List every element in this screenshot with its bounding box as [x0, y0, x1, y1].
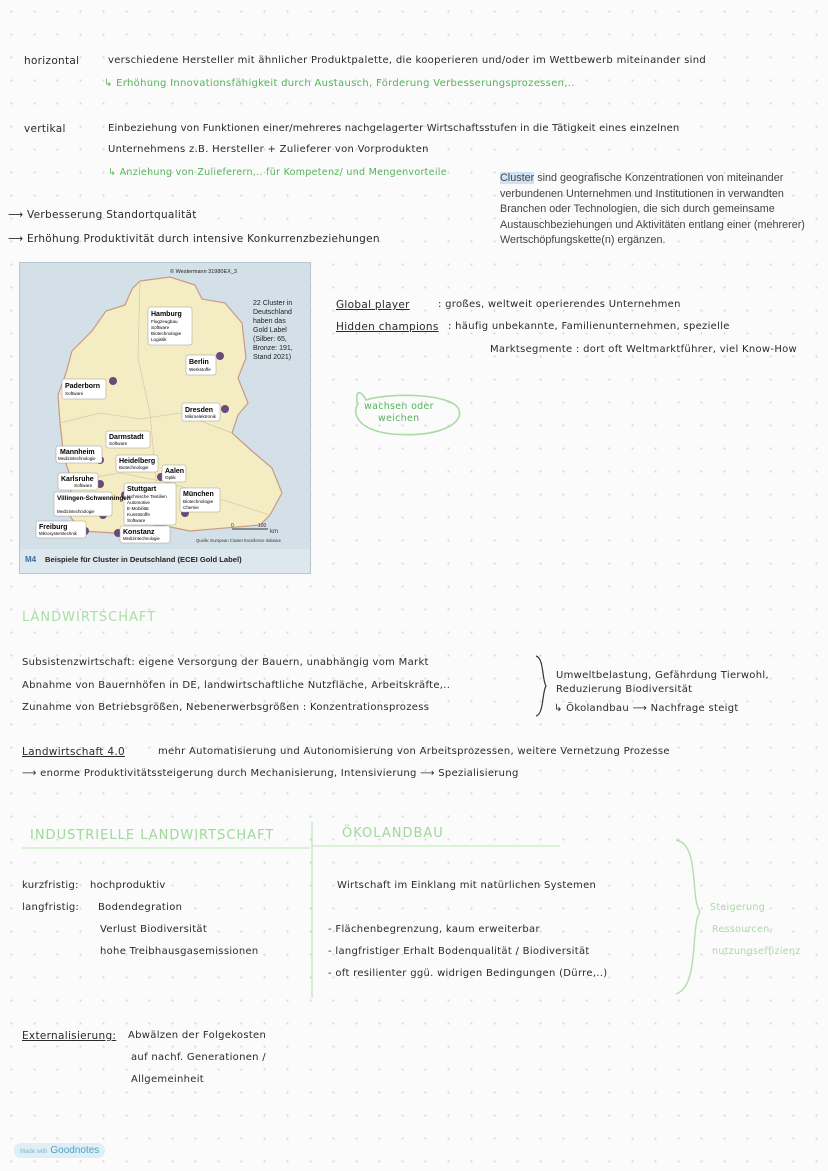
speech-bubble — [352, 392, 462, 436]
side-note-3: nutzungseffizienz — [712, 946, 801, 957]
map-source: Quelle: European Cluster Excellence Initiative — [196, 538, 281, 543]
lang-item-3: hohe Treibhausgasemissionen — [100, 946, 259, 957]
lw-brace — [534, 654, 548, 718]
vertikal-label: vertikal — [24, 123, 66, 135]
cluster-dot-berlin — [216, 352, 224, 360]
city-sub: technische Textilien — [127, 494, 167, 499]
city-sub: Biotechnologie — [183, 499, 214, 504]
cluster-map — [19, 262, 311, 574]
city-sub: E-Mobilität — [127, 506, 149, 511]
oeko-intro: Wirtschaft im Einklang mit natürlichen Systemen — [337, 880, 597, 891]
city-sub: Software — [65, 391, 84, 396]
lang-label: langfristig: — [22, 902, 80, 913]
city-sub: Kunststoffe — [127, 512, 150, 517]
city-sub: Biotechnologie — [151, 331, 182, 336]
city-stuttgart: Stuttgart — [127, 486, 157, 493]
city-sub: Chemie — [183, 505, 199, 510]
city-konstanz: Konstanz — [123, 529, 155, 536]
city-sub: Medizintechnologie — [123, 536, 160, 541]
side-note-2: Ressourcen- — [712, 924, 774, 935]
landwirtschaft-heading: LANDWIRTSCHAFT — [22, 610, 157, 625]
arrow-line-2: ⟶ Erhöhung Produktivität durch intensive Konkurrenzbeziehungen — [8, 233, 380, 245]
cluster-definition — [500, 171, 812, 249]
city-darmstadt: Darmstadt — [109, 434, 144, 441]
horizontal-label: horizontal — [24, 55, 80, 67]
city-dresden: Dresden — [185, 407, 214, 414]
oeko-item-1: - Flächenbegrenzung, kaum erweiterbar — [328, 924, 540, 935]
city-sub: Medizintechnologie — [57, 509, 95, 514]
lw40-label: Landwirtschaft 4.0 — [22, 746, 125, 758]
lw-right-3: ↳ Ökolandbau ⟶ Nachfrage steigt — [554, 703, 739, 714]
lw-line-3: Zunahme von Betriebsgrößen, Nebenerwerbsgrößen : Konzentrationsprozess — [22, 702, 430, 713]
kurz-text: hochproduktiv — [90, 880, 166, 891]
map-copyright: © Westermann 31980EX_3 — [170, 269, 237, 275]
lw40-text: mehr Automatisierung und Autonomisierung von Arbeitsprozessen, weitere Vernetzung Prozesse — [158, 746, 670, 757]
scale-start: 0 — [231, 523, 234, 529]
vertikal-line1: Einbeziehung von Funktionen einer/mehreres nachgelagerter Wirtschaftsstufen in die Tätigkeit eines einzelnen — [108, 123, 680, 134]
hidden-champions-text: : häufig unbekannte, Familienunternehmen, spezielle — [448, 321, 730, 332]
lw-right-2: Reduzierung Biodiversität — [556, 684, 693, 695]
cluster-definition-text: sind geografische Konzentrationen von miteinander verbundenen Unternehmen und Institutionen in verwandten Branchen oder Technologien, die sich durch gemeinsame Austauschbeziehungen und Aktivitäten entlang einer (mehrerer) Wertschöpfungskette(n) ergänzen. — [500, 172, 805, 247]
map-infobox-line: Bronze: 191, — [253, 345, 293, 352]
city-paderborn: Paderborn — [65, 383, 101, 390]
extern-line-2: auf nachf. Generationen / — [131, 1052, 266, 1063]
cluster-highlight: Cluster — [500, 172, 535, 184]
extern-line-3: Allgemeinheit — [131, 1074, 204, 1085]
bubble-line-2: weichen — [378, 413, 420, 424]
city-freiburg: Freiburg — [39, 524, 68, 531]
goodnotes-badge[interactable] — [14, 1143, 105, 1158]
lang-item-1: Bodendegration — [98, 902, 183, 913]
city-sub: Biotechnologie — [119, 465, 149, 470]
city-sub: Software — [109, 441, 128, 446]
hidden-champions-text-2: Marktsegmente : dort oft Weltmarktführer, viel Know-How — [490, 344, 798, 355]
map-infobox-line: Deutschland — [253, 309, 292, 316]
horizontal-text: verschiedene Hersteller mit ähnlicher Produktpalette, die kooperieren und/oder im Wettbewerb miteinander sind — [108, 55, 707, 66]
city-villingen: Villingen-Schwenningen — [57, 495, 131, 502]
vertikal-line2: Unternehmens z.B. Hersteller + Zulieferer von Vorprodukten — [108, 144, 429, 155]
map-infobox-line: (Silber: 65, — [253, 336, 287, 343]
global-player-text: : großes, weltweit operierendes Unternehmen — [438, 299, 681, 310]
map-infobox-line: haben das — [253, 318, 286, 325]
city-mannheim: Mannheim — [60, 449, 95, 456]
extern-line-1: Abwälzen der Folgekosten — [128, 1030, 267, 1041]
horizontal-note: ↳ Erhöhung Innovationsfähigkeit durch Austausch, Förderung Verbesserungsprozessen,.. — [104, 78, 575, 89]
scale-end: 100 — [258, 523, 267, 529]
lw40-line-2: ⟶ enorme Produktivitätssteigerung durch Mechanisierung, Intensivierung ⟶ Spezialisierung — [22, 768, 519, 779]
vertikal-note: ↳ Anziehung von Zulieferern,.. für Kompetenz/ und Mengenvorteile — [108, 167, 447, 178]
city-sub: Automotive — [127, 500, 150, 505]
city-sub: Software — [74, 483, 93, 488]
lw-right-1: Umweltbelastung, Gefährdung Tierwohl, — [556, 670, 769, 681]
city-aalen: Aalen — [165, 468, 185, 475]
oeko-item-2: - langfristiger Erhalt Bodenqualität / Biodiversität — [328, 946, 590, 957]
city-muenchen: München — [183, 491, 214, 498]
global-player-label: Global player — [336, 299, 410, 311]
city-sub: Mikrosystemtechnik — [39, 531, 77, 536]
cluster-dot-paderborn — [109, 377, 117, 385]
map-infobox-line: Stand 2021) — [253, 354, 292, 361]
city-sub: Mikroelektronik — [185, 414, 216, 419]
city-heidelberg: Heidelberg — [119, 458, 156, 465]
city-karlsruhe: Karlsruhe — [61, 476, 94, 483]
city-sub: Werkstoffe — [189, 367, 211, 372]
city-sub: Software — [127, 518, 146, 523]
hidden-champions-label: Hidden champions — [336, 321, 439, 333]
industrial-heading: INDUSTRIELLE LANDWIRTSCHAFT — [30, 828, 275, 843]
oeko-item-3: - oft resilienter ggü. widrigen Bedingungen (Dürre,..) — [328, 968, 608, 979]
map-infobox-line: 22 Cluster in — [253, 300, 293, 307]
side-note-1: Steigerung — [710, 902, 766, 913]
cluster-dot-dresden — [221, 405, 229, 413]
made-with-label: Made with — [20, 1149, 48, 1155]
map-caption: Beispiele für Cluster in Deutschland (ECEI Gold Label) — [45, 555, 242, 564]
goodnotes-brand: Goodnotes — [50, 1145, 100, 1156]
bubble-line-1: wachsen oder — [364, 401, 434, 412]
city-hamburg: Hamburg — [151, 311, 182, 318]
city-sub: Medizintechnologie — [58, 456, 96, 461]
lw-line-1: Subsistenzwirtschaft: eigene Versorgung der Bauern, unabhängig vom Markt — [22, 657, 429, 668]
scale-unit: km — [270, 529, 278, 535]
caption-tag: M4 — [25, 555, 37, 564]
city-sub: Logistik — [151, 337, 167, 342]
city-berlin: Berlin — [189, 359, 209, 366]
kurz-label: kurzfristig: — [22, 880, 79, 891]
oeko-heading: ÖKOLANDBAU — [342, 826, 444, 841]
city-sub: Optik — [165, 475, 176, 480]
city-sub: Software — [151, 325, 170, 330]
map-infobox-line: Gold Label — [253, 327, 287, 334]
extern-label: Externalisierung: — [22, 1030, 117, 1042]
lw-line-2: Abnahme von Bauernhöfen in DE, landwirtschaftliche Nutzfläche, Arbeitskräfte,.. — [22, 680, 451, 691]
arrow-line-1: ⟶ Verbesserung Standortqualität — [8, 209, 197, 221]
city-sub: Flugzeugbau — [151, 319, 178, 324]
lang-item-2: Verlust Biodiversität — [100, 924, 208, 935]
